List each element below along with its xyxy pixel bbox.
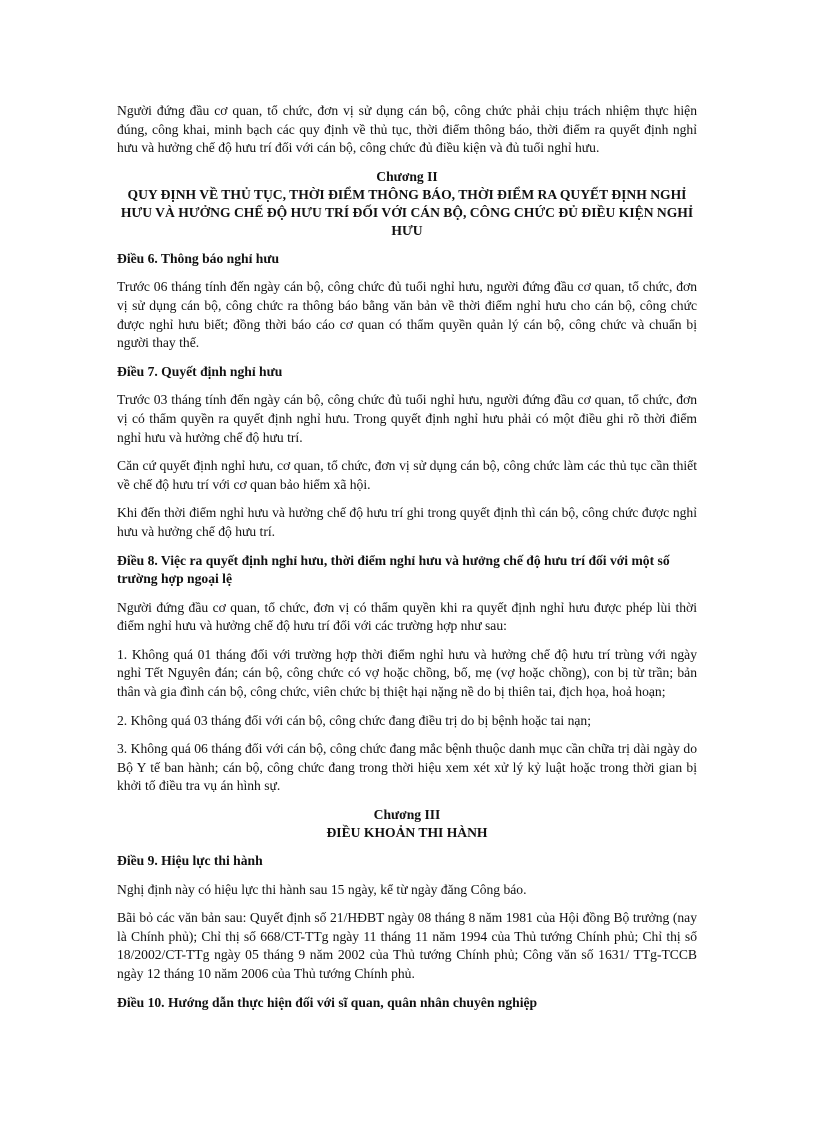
article-8-item: 2. Không quá 03 tháng đối với cán bộ, công chức đang điều trị do bị bệnh hoặc tai nạn; — [117, 712, 591, 728]
article-9-paragraph: Nghị định này có hiệu lực thi hành sau 15 ngày, kể từ ngày đăng Công báo. — [117, 881, 527, 897]
article-10-heading: Điều 10. Hướng dẫn thực hiện đối với sĩ quan, quân nhân chuyên nghiệp — [117, 994, 538, 1010]
article-8-paragraph: Người đứng đầu cơ quan, tổ chức, đơn vị có thẩm quyền khi ra quyết định nghỉ hưu được phép lùi thời điểm nghỉ hưu và hưởng chế độ hưu trí đối với các trường hợp như sau: — [117, 599, 697, 634]
article-6-paragraph: Trước 06 tháng tính đến ngày cán bộ, công chức đủ tuổi nghỉ hưu, người đứng đầu cơ quan, tổ chức, đơn vị sử dụng cán bộ, công chức ra thông báo bằng văn bản về thời điểm nghỉ hưu cho cán bộ, công chức được nghỉ hưu biết; đồng thời báo cáo cơ quan có thẩm quyền quản lý cán bộ, công chức và chuẩn bị người thay thế. — [117, 279, 697, 351]
article-7-paragraph: Khi đến thời điểm nghỉ hưu và hưởng chế độ hưu trí ghi trong quyết định thì cán bộ, công chức được nghỉ hưu và hưởng chế độ hưu trí. — [117, 505, 697, 539]
chapter-3-label: Chương III — [373, 807, 441, 823]
chapter-3-title: ĐIỀU KHOẢN THI HÀNH — [326, 825, 488, 841]
article-8-item: 1. Không quá 01 tháng đối với trường hợp thời điểm nghỉ hưu và hưởng chế độ hưu trí trùng với ngày nghỉ Tết Nguyên đán; cán bộ, công chức có vợ hoặc chồng, bố, mẹ (vợ hoặc chồng), con bị từ trần; bản thân và gia đình cán bộ, công chức, viên chức bị thiệt hại nặng nề do bị thiên tai, địch họa, hoả hoạn; — [117, 646, 697, 700]
article-7-paragraph: Căn cứ quyết định nghỉ hưu, cơ quan, tổ chức, đơn vị sử dụng cán bộ, công chức làm các thủ tục cần thiết về chế độ hưu trí với cơ quan bảo hiểm xã hội. — [117, 458, 697, 492]
article-7-heading: Điều 7. Quyết định nghỉ hưu — [117, 363, 283, 379]
document-page — [117, 102, 697, 1022]
article-8-heading: Điều 8. Việc ra quyết định nghỉ hưu, thời điểm nghỉ hưu và hưởng chế độ hưu trí đối với một số trường hợp ngoại lệ — [117, 552, 670, 587]
intro-paragraph: Người đứng đầu cơ quan, tổ chức, đơn vị sử dụng cán bộ, công chức phải chịu trách nhiệm thực hiện đúng, công khai, minh bạch các quy định về thủ tục, thời điểm thông báo, thời điểm ra quyết định nghỉ hưu và hưởng chế độ hưu trí đối với cán bộ, công chức đủ điều kiện và đủ tuổi nghỉ hưu. — [117, 103, 697, 156]
article-9-heading: Điều 9. Hiệu lực thi hành — [117, 853, 263, 869]
article-8-item: 3. Không quá 06 tháng đối với cán bộ, công chức đang mắc bệnh thuộc danh mục cần chữa trị dài ngày do Bộ Y tế ban hành; cán bộ, công chức đang trong thời hiệu xem xét xử lý kỷ luật hoặc trong thời gian bị khởi tố điều tra vụ án hình sự. — [117, 741, 697, 794]
chapter-2-label: Chương II — [376, 168, 438, 184]
article-9-paragraph: Bãi bỏ các văn bản sau: Quyết định số 21/HĐBT ngày 08 tháng 8 năm 1981 của Hội đồng Bộ trưởng (nay là Chính phủ); Chỉ thị số 668/CT-TTg ngày 11 tháng 11 năm 1994 của Thủ tướng Chính phủ; Chỉ thị số 18/2002/CT-TTg ngày 05 tháng 9 năm 2002 của Thủ tướng Chính phủ; Công văn số 1631/ TTg-TCCB ngày 12 tháng 10 năm 2006 của Thủ tướng Chính phủ. — [117, 910, 697, 981]
article-6-heading: Điều 6. Thông báo nghỉ hưu — [117, 250, 280, 266]
chapter-2-title: QUY ĐỊNH VỀ THỦ TỤC, THỜI ĐIỂM THÔNG BÁO, THỜI ĐIỂM RA QUYẾT ĐỊNH NGHỈ HƯU VÀ HƯỞNG CHẾ ĐỘ HƯU TRÍ ĐỐI VỚI CÁN BỘ, CÔNG CHỨC ĐỦ ĐIỀU KIỆN NGHỈ HƯU — [120, 186, 694, 238]
article-7-paragraph: Trước 03 tháng tính đến ngày cán bộ, công chức đủ tuổi nghỉ hưu, người đứng đầu cơ quan, tổ chức, đơn vị có thẩm quyền ra quyết định nghỉ hưu. Trong quyết định nghỉ hưu phải có một điều ghi rõ thời điểm nghỉ hưu và hưởng chế độ hưu trí. — [117, 392, 697, 445]
